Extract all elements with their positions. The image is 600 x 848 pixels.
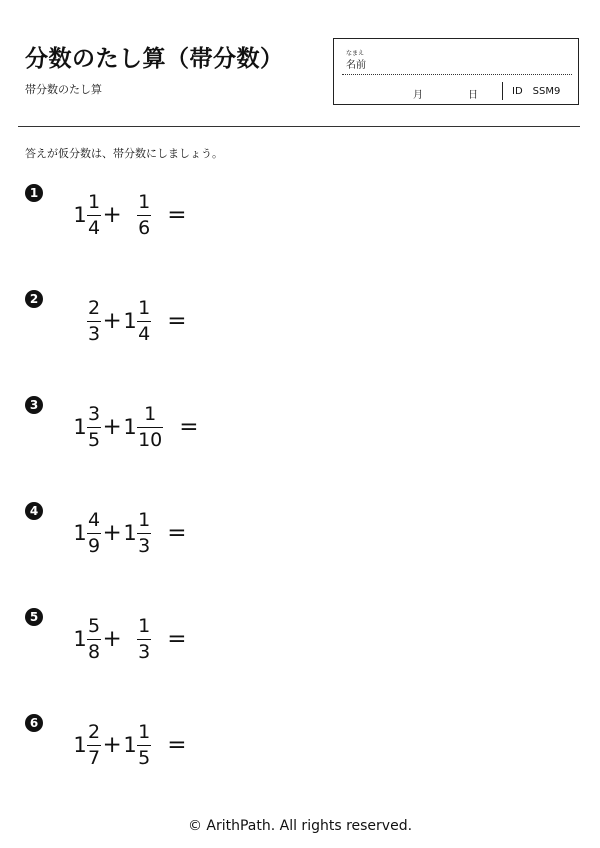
first-numerator: 3 [88, 402, 101, 425]
problem-6 [25, 714, 585, 774]
id-label: ID [512, 86, 523, 97]
first-numerator: 5 [88, 614, 101, 637]
problem-expression [73, 404, 199, 450]
second-whole-number: 1 [123, 415, 137, 439]
second-denominator: 3 [138, 640, 151, 663]
plus-operator: + [102, 732, 122, 758]
second-fraction [137, 404, 163, 451]
equals-sign: = [179, 414, 199, 440]
second-numerator: 1 [138, 508, 151, 531]
equals-sign: = [167, 732, 187, 758]
first-numerator: 2 [88, 720, 101, 743]
first-denominator: 8 [88, 640, 101, 663]
second-numerator: 1 [138, 720, 151, 743]
problem-number-badge: 1 [25, 184, 43, 202]
problem-expression [73, 722, 186, 768]
second-fraction [137, 616, 151, 663]
second-denominator: 6 [138, 216, 151, 239]
second-denominator: 5 [138, 746, 151, 769]
second-fraction [137, 192, 151, 239]
plus-operator: + [102, 414, 122, 440]
id-divider [502, 82, 503, 100]
first-fraction [87, 510, 101, 557]
copyright-footer: © ArithPath. All rights reserved. [187, 818, 413, 834]
day-label: 日 [468, 90, 478, 101]
problem-expression [73, 510, 186, 556]
problem-3 [25, 396, 585, 456]
first-numerator: 4 [88, 508, 101, 531]
second-numerator: 1 [138, 296, 151, 319]
id-field [512, 86, 560, 97]
equals-sign: = [167, 308, 187, 334]
first-fraction [87, 192, 101, 239]
first-whole-number: 1 [73, 627, 87, 651]
problem-expression [73, 298, 186, 344]
problem-4 [25, 502, 585, 562]
first-fraction [87, 404, 101, 451]
plus-operator: + [102, 202, 122, 228]
first-numerator: 1 [88, 190, 101, 213]
second-whole-number: 1 [123, 521, 137, 545]
first-whole-number: 1 [73, 733, 87, 757]
instruction-text: 答えが仮分数は、帯分数にしましょう。 [25, 147, 223, 160]
second-denominator: 10 [138, 428, 163, 451]
page-title: 分数のたし算（帯分数） [25, 46, 284, 72]
problem-number-badge: 2 [25, 290, 43, 308]
first-whole-number: 1 [73, 521, 87, 545]
second-numerator: 1 [138, 190, 151, 213]
first-fraction [87, 722, 101, 769]
first-denominator: 9 [88, 534, 101, 557]
problem-number-badge: 4 [25, 502, 43, 520]
second-numerator: 1 [138, 614, 151, 637]
month-label: 月 [413, 90, 423, 101]
plus-operator: + [102, 308, 122, 334]
page-subtitle: 帯分数のたし算 [25, 83, 102, 96]
second-fraction [137, 722, 151, 769]
second-whole-number: 1 [123, 309, 137, 333]
problem-2 [25, 290, 585, 350]
plus-operator: + [102, 520, 122, 546]
name-box [333, 38, 579, 105]
first-denominator: 4 [88, 216, 101, 239]
plus-operator: + [102, 626, 122, 652]
equals-sign: = [167, 520, 187, 546]
equals-sign: = [167, 626, 187, 652]
first-denominator: 7 [88, 746, 101, 769]
second-denominator: 4 [138, 322, 151, 345]
second-denominator: 3 [138, 534, 151, 557]
problem-number-badge: 3 [25, 396, 43, 414]
first-denominator: 5 [88, 428, 101, 451]
second-numerator: 1 [144, 402, 157, 425]
first-whole-number: 1 [73, 415, 87, 439]
name-ruby: なまえ [346, 50, 365, 57]
equals-sign: = [167, 202, 187, 228]
first-numerator: 2 [88, 296, 101, 319]
first-whole-number: 1 [73, 203, 87, 227]
problem-number-badge: 6 [25, 714, 43, 732]
problem-number-badge: 5 [25, 608, 43, 626]
problem-1 [25, 184, 585, 244]
first-fraction [87, 616, 101, 663]
second-fraction [137, 510, 151, 557]
problem-expression [73, 616, 186, 662]
problem-5 [25, 608, 585, 668]
name-dotted-line [342, 74, 572, 75]
second-whole-number: 1 [123, 733, 137, 757]
second-fraction [137, 298, 151, 345]
problem-expression [73, 192, 186, 238]
id-value: SSM9 [532, 86, 561, 97]
name-label: 名前 [346, 60, 366, 71]
first-fraction [87, 298, 101, 345]
header-divider [18, 126, 580, 127]
first-denominator: 3 [88, 322, 101, 345]
